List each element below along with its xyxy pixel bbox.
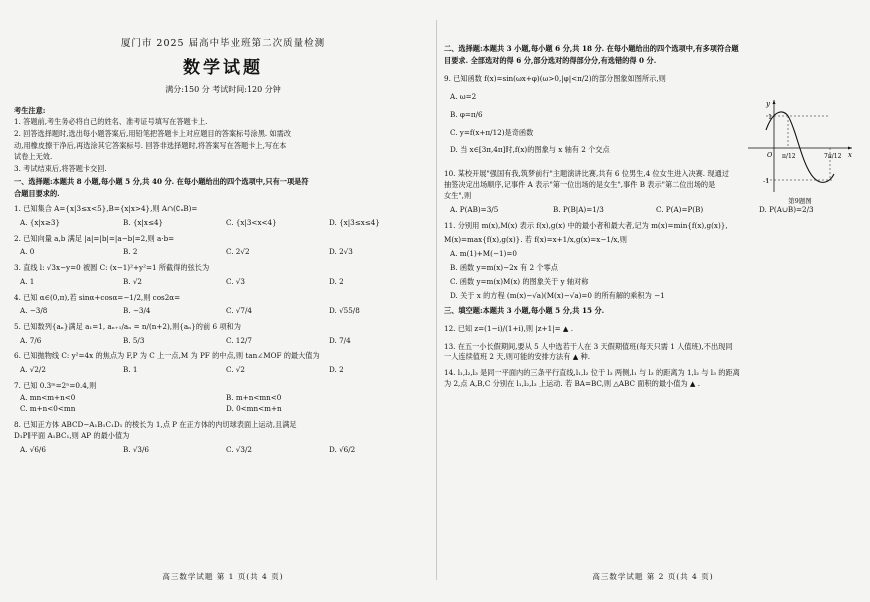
y-axis-arrow	[773, 100, 776, 104]
question-stem: 13. 在五一小长假期间,要从 5 人中选若干人在 3 天假期值班(每天只需 1 人值班),不出现同	[444, 341, 733, 351]
tick-7pi-12: 7π/12	[824, 153, 842, 160]
option-c: C. m+n<0<mn	[20, 404, 76, 414]
question-stem: 7. 已知 0.3ᵐ=2ⁿ=0.4,则	[14, 380, 97, 390]
question-3	[14, 263, 432, 286]
x-label: x	[848, 151, 852, 159]
section-3-heading: 三、填空题:本题共 3 小题,每小题 5 分,共 15 分.	[444, 306, 605, 316]
options-row	[20, 247, 432, 257]
q9-graph-figure	[744, 96, 856, 206]
option-a: A. √2/2	[20, 365, 46, 375]
option-b: B. √2	[123, 276, 143, 286]
question-11	[444, 221, 862, 300]
option-b: B. √3/6	[123, 444, 149, 454]
origin-label: O	[767, 151, 773, 159]
option-d: D. 关于 x 的方程 (m(x)−√a)(M(x)−√a)=0 的所有解的乘积为 −1	[450, 290, 665, 300]
option-c: C. y=f(x+π/12)是奇函数	[450, 127, 534, 137]
exam-title: 数学试题	[183, 57, 263, 78]
option-b: B. {x|x≤4}	[123, 218, 164, 228]
notice-title: 考生注意:	[14, 105, 46, 115]
option-d: D. P(A∪B)=2/3	[759, 205, 814, 215]
option-a: A. P(AB)=3/5	[450, 205, 499, 215]
option-c: C. 函数 y=m(x)M(x) 的图象关于 y 轴对称	[450, 276, 589, 286]
question-stem-cont: 女生",则	[444, 191, 472, 201]
options-row	[20, 393, 432, 403]
notice-line: 3. 考试结束后,将答题卡交回.	[14, 164, 107, 174]
question-7	[14, 381, 432, 414]
option-c: C. √3/2	[226, 444, 252, 454]
page-2	[444, 8, 862, 592]
question-stem: 3. 直线 l: √3x−y=0 被圆 C: (x−1)²+y²=1 所截得的弦长为	[14, 263, 210, 273]
option-a: A. −3/8	[20, 306, 48, 316]
option-a: A. 0	[20, 247, 35, 257]
option-c: C. P(A)=P(B)	[656, 205, 704, 215]
option-d: D. 2√3	[329, 247, 353, 257]
exam-header: 厦门市 2025 届高中毕业班第二次质量检测	[120, 38, 326, 49]
question-stem: 1. 已知集合 A={x|3≤x<5},B={x|x>4},则 A∩(∁ᵤB)=	[14, 204, 198, 214]
section-1-heading: 一、选择题:本题共 8 小题,每小题 5 分,共 40 分. 在每小题给出的四个选项中,只有一项是符	[14, 176, 309, 186]
option-d: D. 2	[329, 276, 344, 286]
question-6	[14, 351, 432, 374]
option-a: A. m(1)+M(−1)=0	[450, 249, 517, 259]
option-b: B. P(B|A)=1/3	[553, 205, 604, 215]
option-a: A. √6/6	[20, 444, 46, 454]
options-row	[20, 336, 432, 346]
x-axis-arrow	[848, 147, 852, 150]
question-stem-cont: 抽签决定出场顺序,记事件 A 表示"第一位出场的是女生",事件 B 表示"第二位出场的是	[444, 179, 716, 189]
notice-line: 试卷上无效.	[14, 152, 53, 162]
question-stem: 2. 已知向量 a,b 满足 |a|=|b|=|a−b|=2,则 a·b=	[14, 233, 175, 243]
question-stem: 4. 已知 α∈(0,π),若 sinα+cosα=−1/2,则 cos2α=	[14, 292, 181, 302]
option-a: A. 1	[20, 276, 35, 286]
option-c: C. √3	[226, 276, 245, 286]
question-14	[444, 368, 862, 388]
question-stem-cont: D₁P∥平面 A₁BC₁,则 AP 的最小值为	[14, 430, 130, 440]
question-stem: 10. 某校开展"强国有我,筑梦前行"主题演讲比赛,共有 6 位男生,4 位女生进入决赛. 现通过	[444, 169, 729, 179]
question-stem: 9. 已知函数 f(x)=sin(ωx+φ)(ω>0,|φ|<π/2)的部分图象如图所示,则	[444, 74, 666, 84]
options-row	[20, 445, 432, 455]
tick-pi-12: π/12	[782, 153, 796, 160]
option-d: D. √6/2	[329, 444, 356, 454]
section-2-heading-cont: 目要求. 全部选对的得 6 分,部分选对的得部分分,有选错的得 0 分.	[444, 55, 657, 65]
question-12: 12. 已知 z=(1−i)/(1+i),则 |z+1|= ▲ .	[444, 323, 573, 333]
page-divider	[436, 20, 437, 580]
option-d: D. 0<mn<m+n	[226, 404, 282, 414]
notice-line: 2. 回答选择题时,选出每小题答案后,用铅笔把答题卡上对应题目的答案标号涂黑. 如需改	[14, 128, 292, 138]
options-row	[20, 365, 432, 375]
sine-graph	[744, 96, 856, 196]
question-8	[14, 420, 432, 454]
question-5	[14, 322, 432, 345]
option-b: B. −3/4	[123, 306, 151, 316]
page-footer: 高三数学试题 第 2 页(共 4 页)	[592, 571, 714, 581]
option-a: A. ω=2	[450, 92, 477, 102]
figure-caption: 第9题图	[788, 196, 812, 205]
score-time-line: 满分:150 分 考试时间:120 分钟	[165, 84, 281, 94]
option-d: D. 2	[329, 365, 344, 375]
option-d: D. √55/8	[329, 306, 360, 316]
option-b: B. m+n<mn<0	[226, 392, 282, 402]
option-b: B. 函数 y=m(x)−2x 有 2 个零点	[450, 263, 558, 273]
question-stem: 8. 已知正方体 ABCD−A₁B₁C₁D₁ 的棱长为 1,点 P 在正方体的内切球表面上运动,且满足	[14, 420, 297, 430]
question-4	[14, 293, 432, 316]
option-c: C. {x|3<x<4}	[226, 218, 277, 228]
option-b: B. 2	[123, 247, 138, 257]
option-d: D. 当 x∈[3π,4π]时,f(x)的图象与 x 轴有 2 个交点	[450, 145, 610, 155]
question-13	[444, 342, 862, 362]
option-a: A. {x|x≥3}	[20, 218, 61, 228]
options-row	[20, 218, 432, 228]
options-row	[20, 306, 432, 316]
question-stem-cont: M(x)=max{f(x),g(x)}. 若 f(x)=x+1/x,g(x)=x−1/x,则	[444, 234, 627, 244]
option-c: C. √7/4	[226, 306, 252, 316]
options-row	[20, 277, 432, 287]
options-row	[450, 205, 862, 215]
page-1	[14, 8, 432, 592]
question-1	[14, 204, 432, 227]
question-stem-cont: 为 2,点 A,B,C 分别在 l₁,l₂,l₃ 上运动. 若 BA=BC,则 △ABC 面积的最小值为 ▲ .	[444, 378, 700, 388]
tick-minus-1: -1	[763, 177, 770, 185]
option-b: B. 1	[123, 365, 138, 375]
section-1-heading-cont: 合题目要求的.	[14, 188, 60, 198]
option-b: B. 5/3	[123, 335, 145, 345]
option-c: C. 2√2	[226, 247, 250, 257]
page-footer: 高三数学试题 第 1 页(共 4 页)	[162, 571, 284, 581]
notice-line: 1. 答题前,考生务必将自己的姓名、准考证号填写在答题卡上.	[14, 117, 208, 127]
option-c: C. √2	[226, 365, 245, 375]
option-d: D. {x|3≤x≤4}	[329, 218, 380, 228]
y-label: y	[766, 100, 770, 108]
option-a: A. 7/6	[20, 335, 42, 345]
option-c: C. 12/7	[226, 335, 252, 345]
option-d: D. 7/4	[329, 335, 351, 345]
question-stem: 14. l₁,l₂,l₃ 是同一平面内的三条平行直线,l₁,l₂ 位于 l₃ 两侧,l₁ 与 l₃ 的距离为 1,l₂ 与 l₃ 的距离	[444, 368, 740, 378]
question-stem: 6. 已知抛物线 C: y²=4x 的焦点为 F,P 为 C 上一点,M 为 PF 的中点,则 tan∠MOF 的最大值为	[14, 351, 320, 361]
option-a: A. mn<m+n<0	[20, 392, 76, 402]
options-row	[20, 404, 432, 414]
option-b: B. φ=π/6	[450, 109, 483, 119]
question-2	[14, 234, 432, 257]
sine-curve	[766, 112, 834, 182]
notice-line: 动,用橡皮擦干净后,再选涂其它答案标号. 回答非选择题时,将答案写在答题卡上,写在本	[14, 140, 287, 150]
question-stem: 11. 分别用 m(x),M(x) 表示 f(x),g(x) 中的最小者和最大者,记为 m(x)=min{f(x),g(x)},	[444, 220, 728, 230]
question-stem-cont: 一人连续值班 2 天,则可能的安排方法有 ▲ 种.	[444, 352, 590, 362]
section-2-heading: 二、选择题:本题共 3 小题,每小题 6 分,共 18 分. 在每小题给出的四个选项中,有多项符合题	[444, 44, 739, 53]
question-stem: 5. 已知数列{aₙ}满足 a₁=1, aₙ₊₁/aₙ = n/(n+2),则{aₙ}的前 6 项和为	[14, 322, 241, 332]
tick-1: 1	[768, 113, 773, 121]
